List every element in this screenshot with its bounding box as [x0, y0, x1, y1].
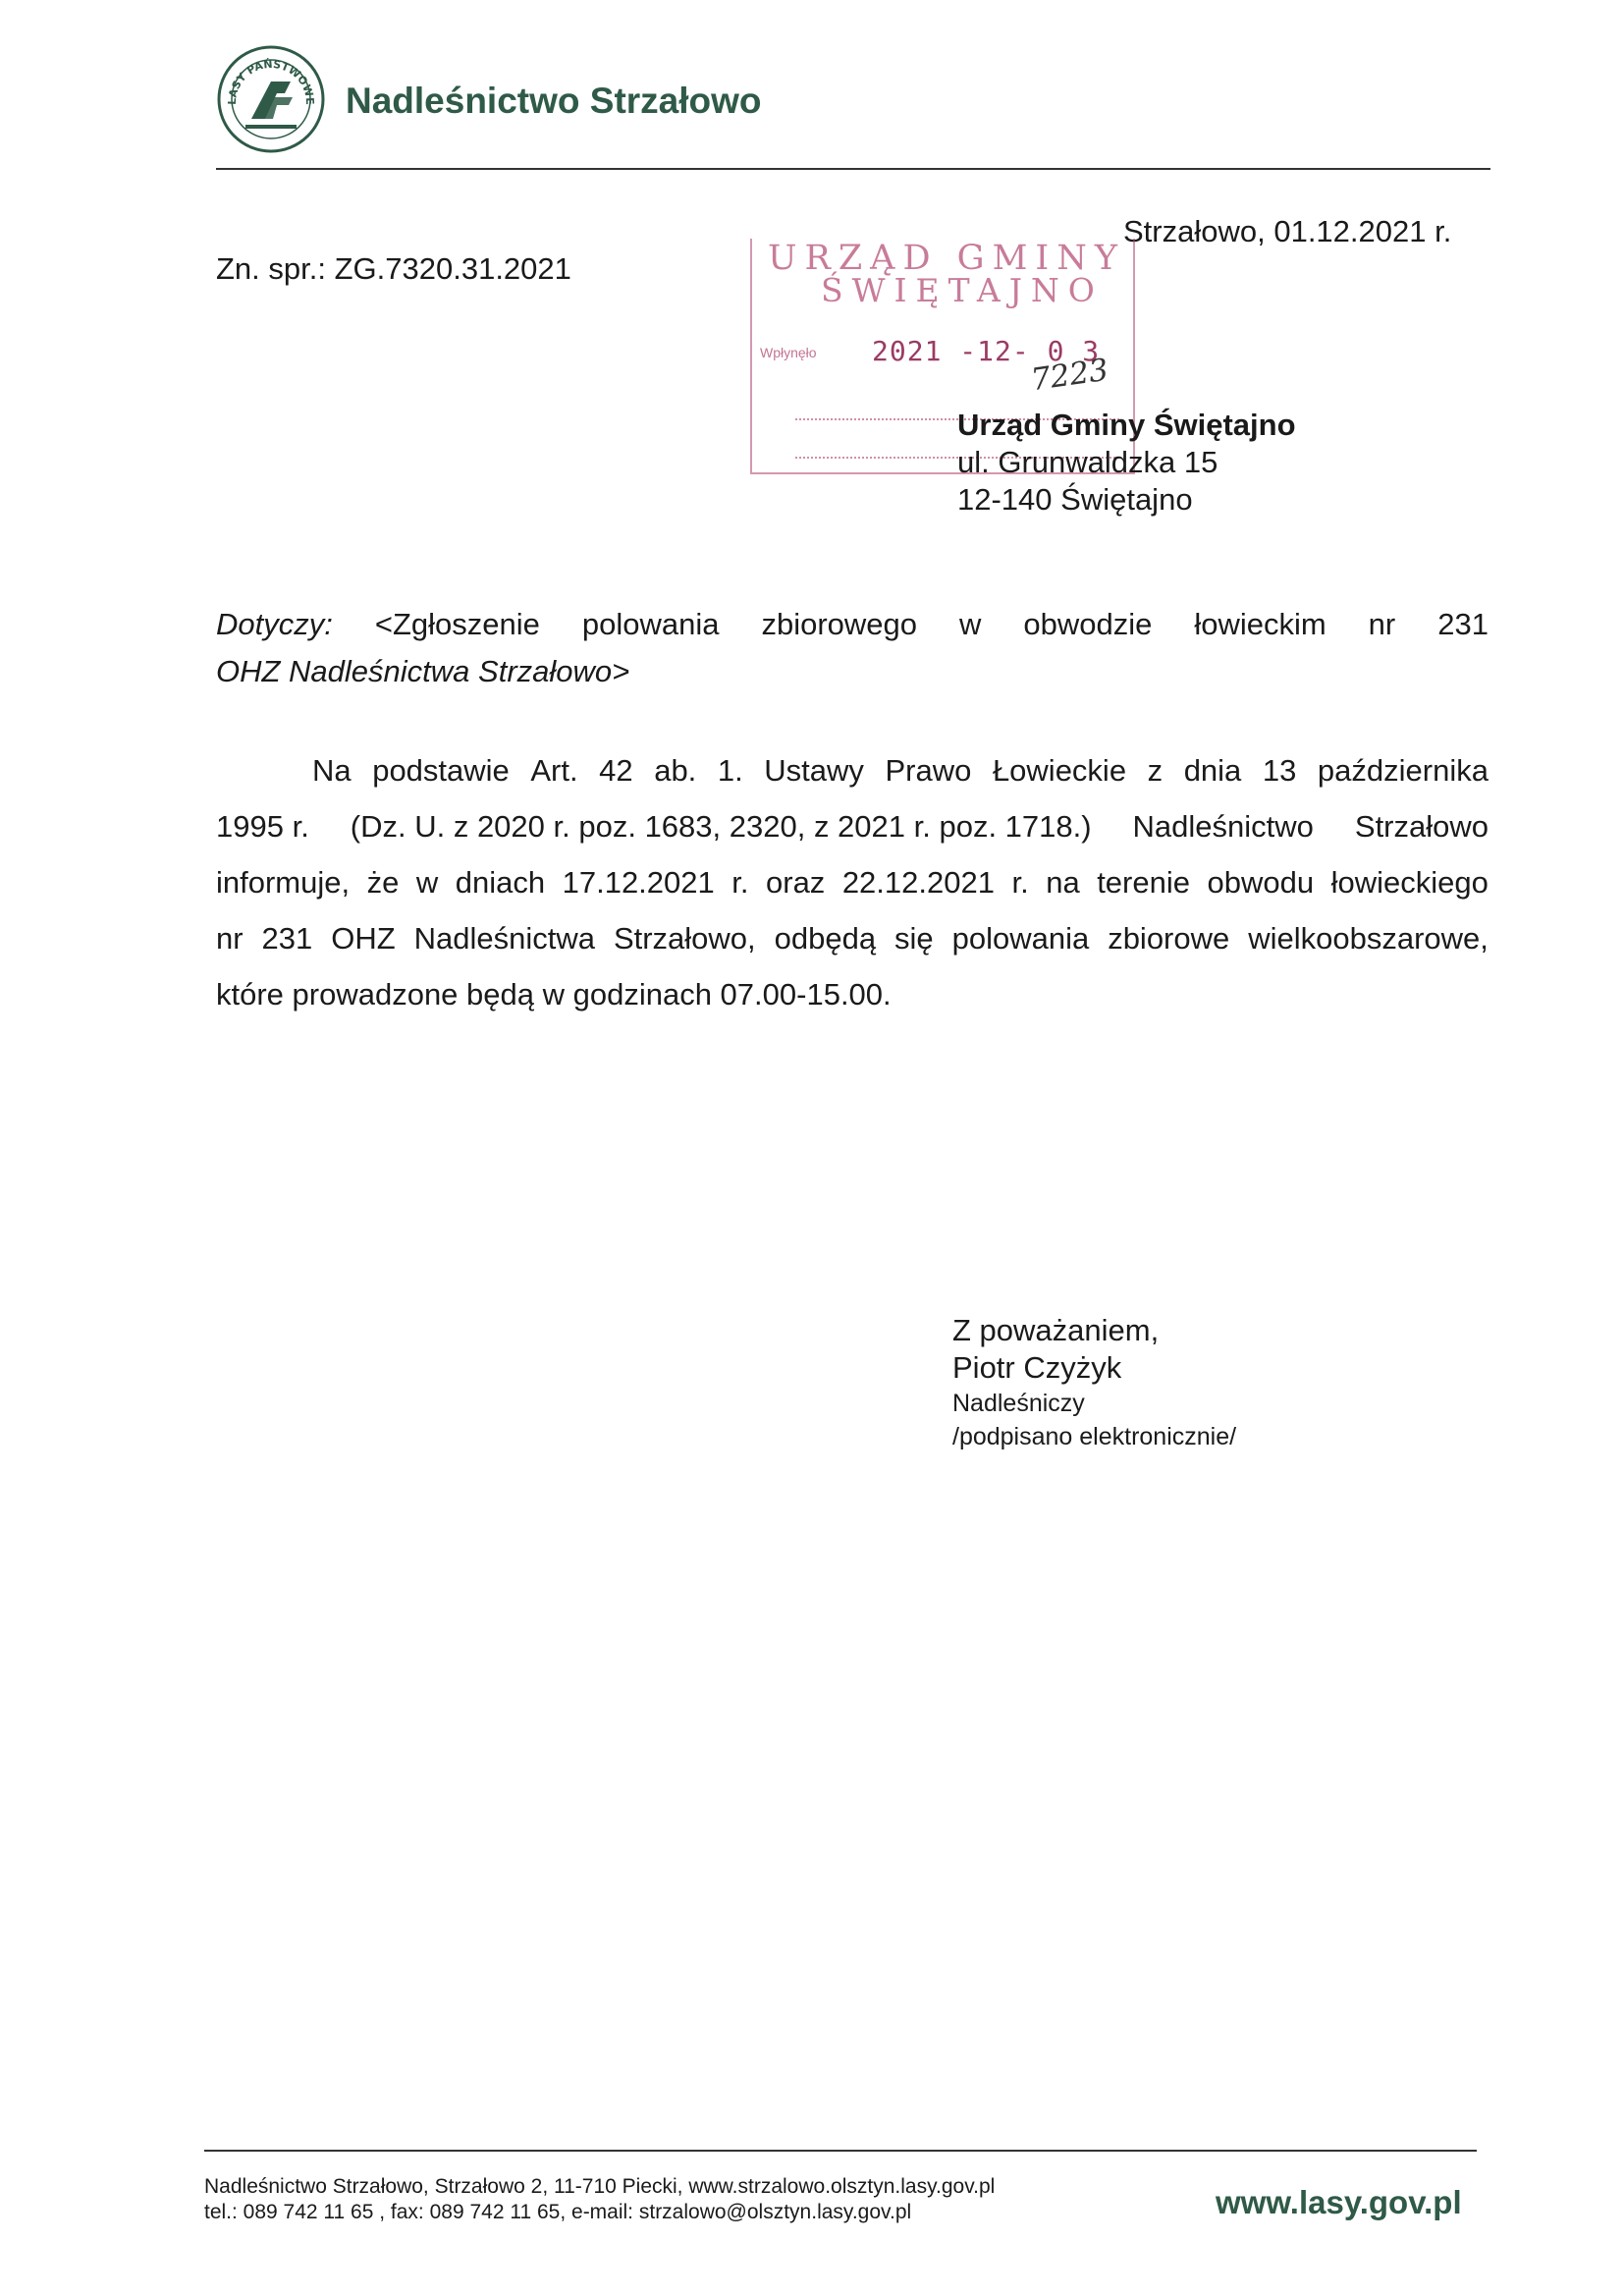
body-word: dniach [455, 865, 546, 900]
reference-number: Zn. spr.: ZG.7320.31.2021 [216, 251, 571, 286]
body-line [216, 910, 1489, 966]
signatory-title: Nadleśniczy [952, 1390, 1085, 1417]
stamp-received-label: Wpłynęło [760, 345, 817, 360]
body-line [216, 798, 1489, 854]
body-word: łowieckiego [1330, 865, 1489, 900]
body-word: w [415, 865, 439, 900]
body-line [216, 854, 1489, 910]
recipient-address [957, 407, 1296, 519]
body-word: Nadleśnictwa [413, 921, 595, 956]
body-word: z [1147, 753, 1164, 788]
organization-name: Nadleśnictwo Strzałowo [346, 81, 762, 121]
body-line-last: które prowadzone będą w godzinach 07.00-15.00. [216, 977, 892, 1011]
body-word: dnia [1183, 753, 1242, 788]
body-word: Ustawy [764, 753, 864, 788]
footer-address: Nadleśnictwo Strzałowo, Strzałowo 2, 11-710 Piecki, www.strzalowo.olsztyn.lasy.gov.pl [204, 2175, 996, 2198]
body-word: nr [216, 921, 244, 956]
body-word: oraz [766, 865, 826, 900]
body-word: Strzałowo, [613, 921, 756, 956]
body-word: r. [1011, 865, 1029, 900]
body-word: zbiorowe [1108, 921, 1230, 956]
subject-word: <Zgłoszenie [374, 607, 540, 641]
body-word: 1995 r. [216, 809, 309, 844]
body-word: 13 [1262, 753, 1297, 788]
body-line [216, 742, 1489, 798]
subject-word: polowania [581, 607, 720, 641]
body-word: wielkoobszarowe, [1248, 921, 1489, 956]
recipient-street: ul. Grunwaldzka 15 [957, 445, 1218, 479]
body-word: Na [312, 753, 352, 788]
body-word: 1. [717, 753, 743, 788]
footer-phone-email: tel.: 089 742 11 65 , fax: 089 742 11 65, e-mail: strzalowo@olsztyn.lasy.gov.pl [204, 2201, 912, 2223]
body-word: informuje, [216, 865, 351, 900]
body-word: 22.12.2021 [841, 865, 995, 900]
header-divider [216, 168, 1490, 170]
footer-website: www.lasy.gov.pl [1216, 2184, 1462, 2220]
body-word: 231 [261, 921, 313, 956]
letter-body [216, 742, 1489, 1022]
body-word: terenie [1097, 865, 1190, 900]
body-word: Łowieckie [992, 753, 1127, 788]
body-word: polowania [951, 921, 1090, 956]
subject-word: nr [1368, 607, 1396, 641]
body-word: października [1317, 753, 1489, 788]
svg-text:LASY PAŃSTWOWE: LASY PAŃSTWOWE [225, 57, 317, 106]
subject-word: obwodzie [1023, 607, 1153, 641]
body-word: Strzałowo [1354, 809, 1489, 844]
body-word: Nadleśnictwo [1132, 809, 1314, 844]
subject-word: łowieckim [1194, 607, 1326, 641]
body-word: r. [731, 865, 749, 900]
body-word: (Dz. U. z 2020 r. poz. 1683, 2320, z 2021 r. poz. 1718.) [350, 809, 1092, 844]
subject-continuation: OHZ Nadleśnictwa Strzałowo> [216, 654, 630, 688]
body-word: odbędą [774, 921, 877, 956]
stamp-received-date: 2021 -12- 0 3 [872, 335, 1101, 367]
footer-divider [204, 2150, 1477, 2152]
stamp-office-name: URZĄD GMINY [768, 239, 1125, 278]
subject-block [216, 601, 1489, 695]
subject-word: zbiorowego [761, 607, 917, 641]
date-line: Strzałowo, 01.12.2021 r. [1123, 214, 1452, 248]
footer-contact [204, 2174, 995, 2225]
body-word: podstawie [372, 753, 510, 788]
body-word: OHZ [331, 921, 396, 956]
recipient-city: 12-140 Świętajno [957, 482, 1193, 517]
body-word: się [894, 921, 934, 956]
signatory-name: Piotr Czyżyk [952, 1350, 1122, 1385]
stamp-office-place: ŚWIĘTAJNO [821, 271, 1104, 309]
body-word: 42 [599, 753, 633, 788]
subject-word: w [958, 607, 982, 641]
subject-label: Dotyczy: [216, 607, 333, 641]
body-word: 17.12.2021 [562, 865, 715, 900]
signature-note: /podpisano elektronicznie/ [952, 1423, 1237, 1450]
body-word: obwodu [1207, 865, 1315, 900]
closing-phrase: Z poważaniem, [952, 1313, 1160, 1347]
lasy-panstwowe-logo [216, 44, 326, 154]
body-word: na [1046, 865, 1080, 900]
body-word: Art. [530, 753, 578, 788]
handwritten-registry-number: 7223 [1028, 352, 1111, 399]
subject-line [216, 601, 1489, 648]
subject-word: 231 [1437, 607, 1489, 641]
recipient-name: Urząd Gminy Świętajno [957, 408, 1296, 442]
body-word: ab. [654, 753, 697, 788]
body-word: że [366, 865, 400, 900]
body-word: Prawo [885, 753, 972, 788]
signature-block [952, 1312, 1236, 1453]
